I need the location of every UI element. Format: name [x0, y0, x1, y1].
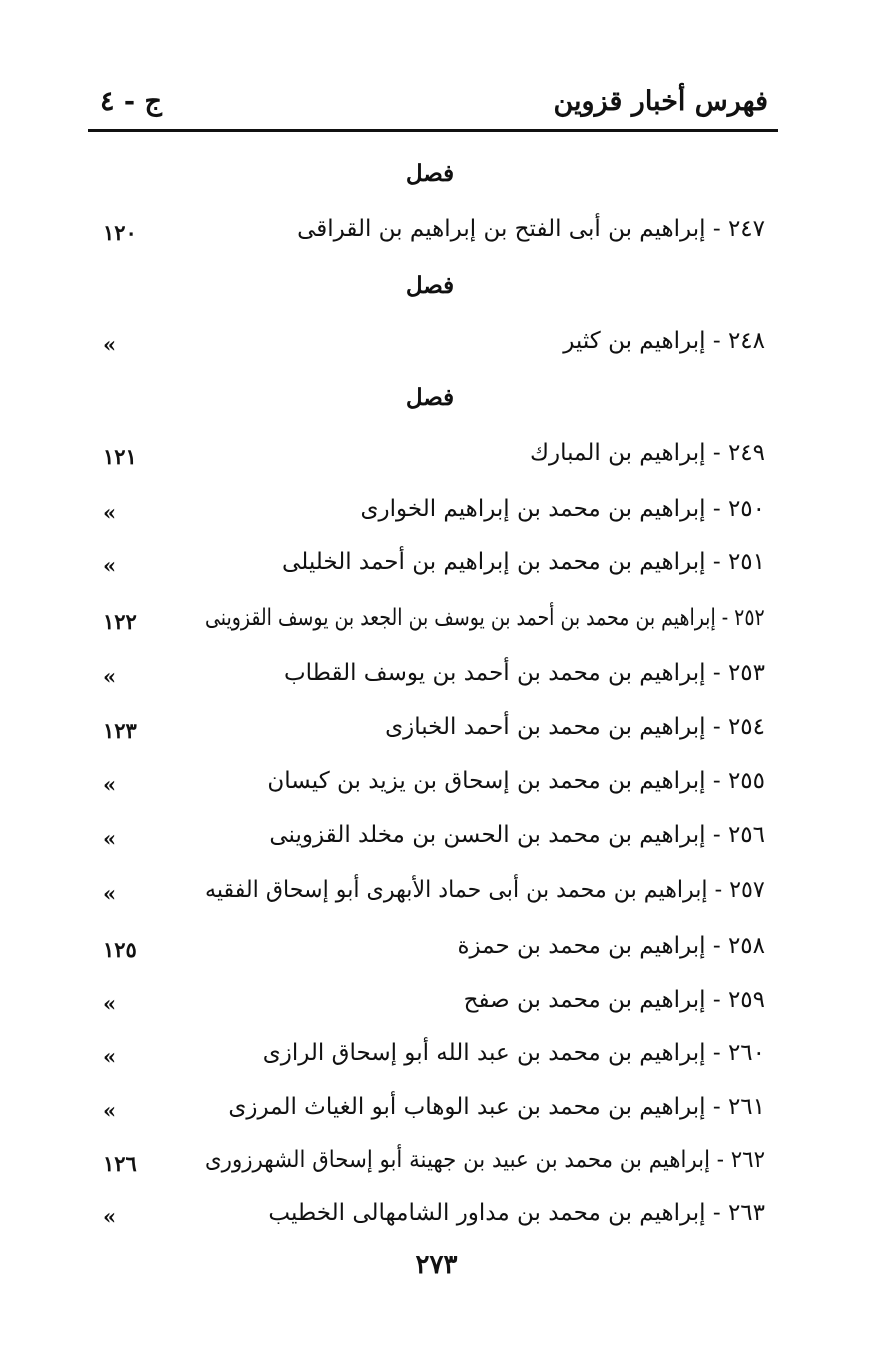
index-entry [95, 660, 775, 700]
entry-page-ref: ١٢٢ [103, 609, 137, 634]
index-entry [95, 714, 775, 754]
volume-label: ج - ٤ [100, 86, 162, 117]
entry-name: ٢٦١ - إبراهيم بن محمد بن عبد الوهاب أبو الغياث المرزى [228, 1094, 765, 1120]
entry-page-ref: » [103, 553, 117, 578]
index-entry [95, 1200, 775, 1240]
section-heading: فصل [405, 272, 455, 299]
index-entry [95, 933, 775, 973]
index-entry [95, 328, 775, 368]
entry-page-ref: » [103, 991, 117, 1016]
entry-name: ٢٥٣ - إبراهيم بن محمد بن أحمد بن يوسف القطاب [283, 660, 765, 686]
entry-page-ref: ١٢٠ [103, 220, 137, 245]
entry-page-ref: » [103, 664, 117, 689]
entry-name: ٢٦٢ - إبراهيم بن محمد بن عبيد بن جهينة أبو إسحاق الشهرزورى [204, 1147, 765, 1173]
index-entry [95, 216, 775, 256]
entry-name: ٢٥٩ - إبراهيم بن محمد بن صفح [463, 987, 765, 1013]
page-header [88, 78, 776, 128]
entry-page-ref: » [103, 500, 117, 525]
entry-page-ref: » [103, 772, 117, 797]
index-entry [95, 822, 775, 862]
entry-name: ٢٥٥ - إبراهيم بن محمد بن إسحاق بن يزيد بن كيسان [267, 768, 765, 794]
index-entry [95, 1147, 775, 1187]
section-heading: فصل [405, 384, 455, 411]
entry-page-ref: » [103, 332, 117, 357]
entry-page-ref: » [103, 1204, 117, 1229]
entry-page-ref: » [103, 826, 117, 851]
entry-name: ٢٦٣ - إبراهيم بن محمد بن مداور الشامهالى الخطيب [268, 1200, 765, 1226]
entry-page-ref: ١٢١ [103, 444, 137, 469]
entry-page-ref: » [103, 1098, 117, 1123]
entry-page-ref: ١٢٦ [103, 1151, 137, 1176]
entry-name: ٢٥٢ - إبراهيم بن محمد بن أحمد بن يوسف بن الجعد بن يوسف القزوينى [205, 605, 765, 631]
index-entry [95, 440, 775, 480]
index-entry [95, 987, 775, 1027]
section-heading: فصل [405, 160, 455, 187]
entry-name: ٢٥١ - إبراهيم بن محمد بن إبراهيم بن أحمد الخليلى [282, 549, 765, 575]
index-entry [95, 877, 775, 917]
entry-page-ref: » [103, 1044, 117, 1069]
entry-name: ٢٦٠ - إبراهيم بن محمد بن عبد الله أبو إسحاق الرازى [262, 1040, 765, 1066]
index-entry [95, 496, 775, 536]
entry-name: ٢٤٧ - إبراهيم بن أبى الفتح بن إبراهيم بن القراقى [297, 216, 765, 242]
entry-page-ref: » [103, 881, 117, 906]
entry-page-ref: ١٢٥ [103, 937, 137, 962]
running-title: فهرس أخبار قزوين [553, 86, 768, 117]
entry-name: ٢٥٠ - إبراهيم بن محمد بن إبراهيم الخوارى [360, 496, 765, 522]
index-entry [95, 605, 775, 645]
index-entry [95, 1040, 775, 1080]
entry-name: ٢٥٨ - إبراهيم بن محمد بن حمزة [457, 933, 765, 959]
header-rule [88, 129, 778, 132]
entry-name: ٢٤٨ - إبراهيم بن كثير [563, 328, 765, 354]
entry-name: ٢٤٩ - إبراهيم بن المبارك [530, 440, 765, 466]
entry-name: ٢٥٧ - إبراهيم بن محمد بن أبى حماد الأبهرى أبو إسحاق الفقيه [205, 877, 765, 903]
entry-page-ref: ١٢٣ [103, 718, 137, 743]
index-entry [95, 768, 775, 808]
index-entry [95, 1094, 775, 1134]
entry-name: ٢٥٦ - إبراهيم بن محمد بن الحسن بن مخلد القزوينى [269, 822, 765, 848]
page-number: ٢٧٣ [415, 1250, 458, 1280]
index-entry [95, 549, 775, 589]
entry-name: ٢٥٤ - إبراهيم بن محمد بن أحمد الخبازى [385, 714, 765, 740]
